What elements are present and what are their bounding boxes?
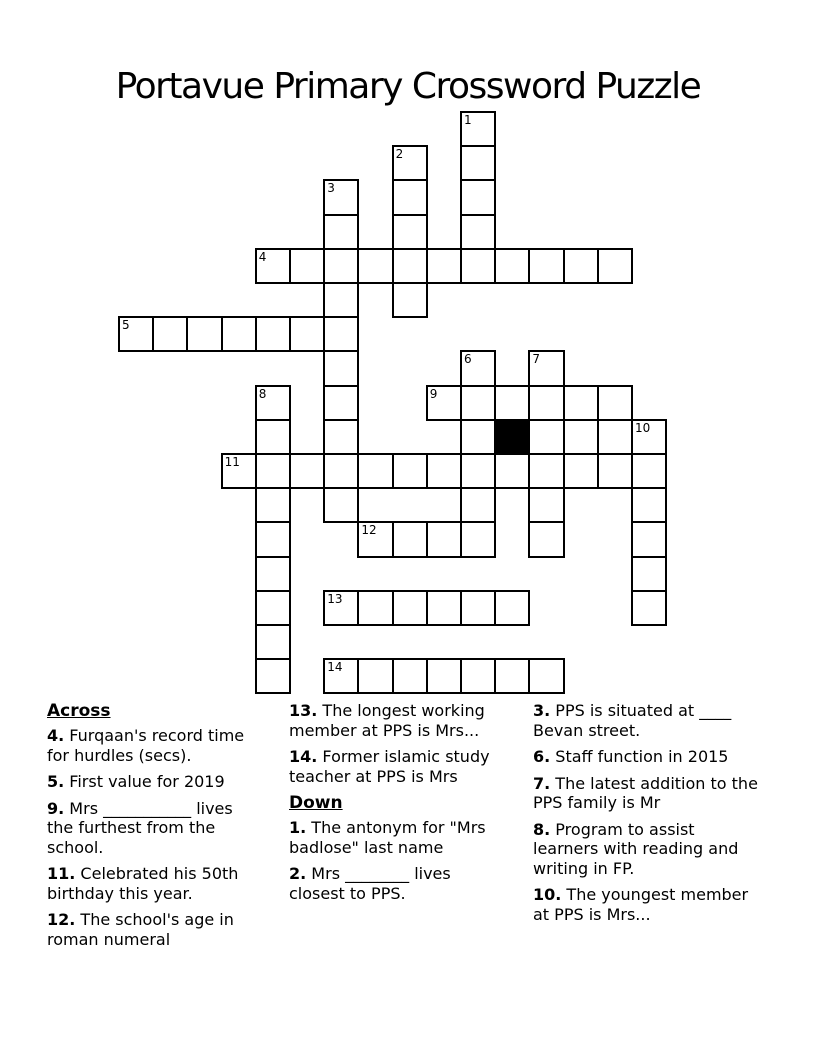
grid-cell	[460, 350, 496, 386]
grid-cell	[460, 453, 496, 489]
grid-cell	[563, 385, 599, 421]
down-header: Down	[289, 793, 343, 814]
grid-cell	[323, 658, 359, 694]
grid-cell	[357, 658, 393, 694]
grid-cell	[323, 453, 359, 489]
clue-number-label: 14.	[289, 747, 318, 767]
grid-cell	[426, 590, 462, 626]
grid-cell	[289, 453, 325, 489]
grid-cell	[255, 453, 291, 489]
crossword-grid	[118, 111, 678, 701]
cell-number: 1	[464, 113, 472, 127]
cell-number: 11	[224, 455, 240, 469]
grid-cell	[118, 316, 154, 352]
grid-cell	[152, 316, 188, 352]
grid-cell	[392, 248, 428, 284]
grid-cell	[255, 658, 291, 694]
grid-cell	[528, 521, 564, 557]
grid-cell	[289, 248, 325, 284]
grid-cell	[597, 385, 633, 421]
cell-number: 10	[635, 420, 651, 435]
across-header: Across	[47, 701, 111, 721]
grid-cell	[460, 145, 496, 181]
cell-number: 4	[258, 249, 267, 264]
clue-11: 11. Celebrated his 50th birthday this year.	[47, 864, 239, 903]
clue-number-label: 9.	[47, 798, 65, 818]
cell-number: 13	[327, 591, 343, 606]
clue-number-label: 11.	[47, 864, 76, 884]
clue-4: 4. Furqaan's record time for hurdles (secs).	[47, 726, 245, 765]
cell-number: 6	[464, 352, 472, 367]
cell-number: 12	[361, 523, 377, 538]
grid-cell	[255, 590, 291, 626]
grid-cell	[426, 385, 462, 421]
grid-cell	[186, 316, 222, 352]
clue-number-label: 12.	[47, 910, 76, 930]
grid-cell	[631, 487, 667, 523]
grid-cell	[563, 453, 599, 489]
grid-cell	[323, 282, 359, 318]
clues-column-3	[533, 701, 759, 931]
grid-cell	[460, 487, 496, 523]
black-cell	[494, 419, 530, 455]
grid-cell	[631, 521, 667, 557]
clue-number-label: 4.	[47, 726, 65, 745]
grid-cell	[221, 453, 257, 489]
grid-cell	[392, 453, 428, 489]
grid-cell	[528, 658, 564, 694]
grid-cell	[323, 385, 359, 421]
grid-cell	[528, 487, 564, 523]
grid-cell	[392, 590, 428, 626]
grid-cell	[426, 521, 462, 557]
clue-8: 8. Program to assist learners with reading and writing in FP.	[533, 819, 739, 878]
grid-cell	[323, 214, 359, 250]
grid-cell	[597, 453, 633, 489]
grid-cell	[631, 453, 667, 489]
grid-cell	[528, 453, 564, 489]
grid-cell	[255, 419, 291, 455]
grid-cell	[563, 419, 599, 455]
grid-cell	[323, 590, 359, 626]
clue-number-label: 5.	[47, 772, 65, 792]
grid-cell	[528, 248, 564, 284]
grid-cell	[460, 590, 496, 626]
clue-5: 5. First value for 2019	[47, 772, 225, 792]
page-title: Portavue Primary Crossword Puzzle	[115, 66, 701, 108]
grid-cell	[460, 214, 496, 250]
cell-number: 7	[532, 352, 541, 367]
cell-number: 8	[258, 386, 267, 401]
cell-number: 9	[429, 386, 438, 401]
clue-number-label: 8.	[533, 819, 551, 839]
grid-cell	[460, 111, 496, 147]
clue-2: 2. Mrs ________ lives closest to PPS.	[289, 864, 451, 903]
grid-cell	[494, 590, 530, 626]
cell-number: 2	[395, 147, 404, 162]
grid-cell	[597, 419, 633, 455]
clue-number-label: 13.	[289, 701, 318, 720]
cell-number: 14	[327, 660, 343, 675]
grid-cell	[494, 385, 530, 421]
cell-number: 3	[327, 181, 335, 196]
grid-cell	[357, 590, 393, 626]
clue-14: 14. Former islamic study teacher at PPS is Mrs	[289, 747, 490, 786]
clue-10: 10. The youngest member at PPS is Mrs...	[533, 885, 749, 924]
grid-cell	[631, 590, 667, 626]
clue-1: 1. The antonym for "Mrs badlose" last name	[289, 818, 486, 857]
grid-cell	[357, 521, 393, 557]
grid-cell	[528, 350, 564, 386]
grid-cell	[392, 214, 428, 250]
grid-cell	[460, 521, 496, 557]
grid-cell	[494, 658, 530, 694]
grid-cell	[323, 350, 359, 386]
clue-number-label: 6.	[533, 747, 551, 767]
clues-column-1	[47, 701, 259, 956]
grid-cell	[392, 179, 428, 215]
grid-cell	[494, 248, 530, 284]
grid-cell	[631, 556, 667, 592]
grid-cell	[392, 521, 428, 557]
grid-cell	[357, 453, 393, 489]
grid-cell	[357, 248, 393, 284]
clue-12: 12. The school's age in roman numeral	[47, 910, 234, 949]
grid-cell	[255, 556, 291, 592]
grid-cell	[255, 248, 291, 284]
grid-cell	[631, 419, 667, 455]
grid-cell	[426, 658, 462, 694]
grid-cell	[221, 316, 257, 352]
grid-cell	[323, 316, 359, 352]
clue-number-label: 10.	[533, 885, 562, 905]
grid-cell	[323, 248, 359, 284]
grid-cell	[323, 179, 359, 215]
grid-cell	[255, 316, 291, 352]
grid-cell	[255, 624, 291, 660]
grid-cell	[392, 658, 428, 694]
grid-cell	[528, 419, 564, 455]
grid-cell	[392, 145, 428, 181]
clue-number-label: 2.	[289, 864, 307, 884]
clue-9: 9. Mrs ___________ lives the furthest from the school.	[47, 798, 233, 857]
clue-number-label: 1.	[289, 818, 307, 838]
clue-number-label: 7.	[533, 773, 551, 793]
cell-number: 5	[122, 318, 130, 333]
grid-cell	[460, 179, 496, 215]
grid-cell	[426, 453, 462, 489]
grid-cell	[392, 282, 428, 318]
grid-cell	[255, 385, 291, 421]
grid-cell	[597, 248, 633, 284]
grid-cell	[255, 521, 291, 557]
clue-7: 7. The latest addition to the PPS family is Mr	[533, 773, 758, 813]
grid-cell	[323, 419, 359, 455]
grid-cell	[426, 248, 462, 284]
grid-cell	[460, 658, 496, 694]
grid-cell	[528, 385, 564, 421]
grid-cell	[255, 487, 291, 523]
grid-cell	[494, 453, 530, 489]
clue-13: 13. The longest working member at PPS is Mrs...	[289, 701, 485, 740]
clue-number-label: 3.	[533, 701, 551, 720]
grid-cell	[460, 385, 496, 421]
clue-3: 3. PPS is situated at ____ Bevan street.	[533, 701, 732, 740]
grid-cell	[289, 316, 325, 352]
grid-cell	[563, 248, 599, 284]
grid-cell	[460, 248, 496, 284]
clue-6: 6. Staff function in 2015	[533, 747, 729, 767]
clues-column-2	[289, 701, 509, 910]
grid-cell	[323, 487, 359, 523]
grid-cell	[460, 419, 496, 455]
